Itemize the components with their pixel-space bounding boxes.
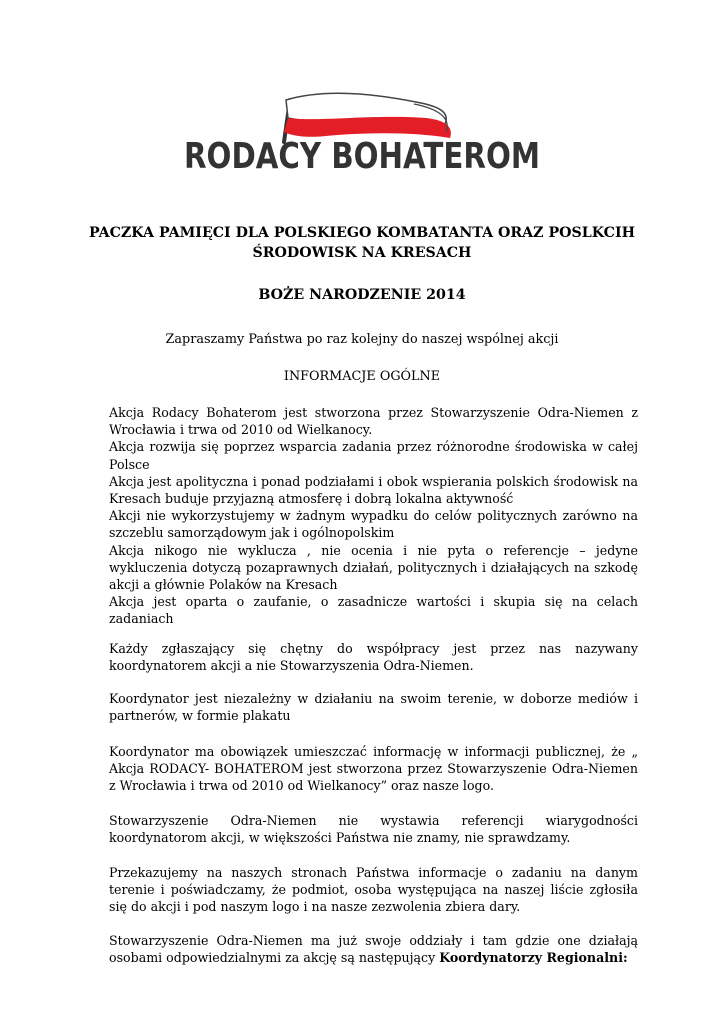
section-heading-general-info: INFORMACJE OGÓLNE xyxy=(283,369,441,384)
paragraph-coordinator-obligation: Koordynator ma obowiązek umieszczać informację w informacji publicznej, że „ Akcja RODACY- BOHATEROM jest stworzona przez Stowarzyszenie Odra-Niemen z Wrocławia i trwa od 2010 od Wielkanocy” oraz nasze logo. xyxy=(109,744,638,794)
general-info-list xyxy=(109,404,638,628)
paragraph-coordinator-definition: Każdy zgłaszający się chętny do współpracy jest przez nas nazywany koordynatorem akcji a nie Stowarzyszenia Odra-Niemen. xyxy=(109,641,638,674)
document-subtitle: BOŻE NARODZENIE 2014 xyxy=(258,287,466,303)
logo-graphic xyxy=(176,86,548,178)
general-info-item: Akcja jest oparta o zaufanie, o zasadnicze wartości i skupia się na celach zadaniach xyxy=(109,594,638,627)
paragraph-regional-coordinators xyxy=(109,932,638,966)
rodacy-bohaterom-logo xyxy=(176,86,548,178)
invitation-line: Zapraszamy Państwa po raz kolejny do naszej wspólnej akcji xyxy=(165,332,559,347)
general-info-item: Akcja Rodacy Bohaterom jest stworzona przez Stowarzyszenie Odra-Niemen z Wrocławia i trwa od 2010 od Wielkanocy. xyxy=(109,405,638,438)
paragraph-publication: Przekazujemy na naszych stronach Państwa informacje o zadaniu na danym terenie i poświadczamy, że podmiot, osoba występująca na naszej liście zgłosiła się do akcji i pod naszym logo i na nasze zezwolenia zbiera dary. xyxy=(109,865,638,915)
document-title-line-1: PACZKA PAMIĘCI DLA POLSKIEGO KOMBATANTA ORAZ POSLKCIH xyxy=(88,225,636,241)
regional-coordinators-label: Koordynatorzy Regionalni: xyxy=(439,950,628,966)
general-info-item: Akcja jest apolityczna i ponad podziałami i obok wspierania polskich środowisk na Kresach buduje przyjazną atmosferę i dobrą lokalna aktywność xyxy=(109,473,638,507)
paragraph-coordinator-independence: Koordynator jest niezależny w działaniu na swoim terenie, w doborze mediów i partnerów, w formie plakatu xyxy=(109,691,638,724)
general-info-item: Akcja rozwija się poprzez wsparcia zadania przez różnorodne środowiska w całej Polsce xyxy=(109,439,638,472)
paragraph-text: Stowarzyszenie Odra-Niemen ma już swoje oddziały i tam gdzie one działają osobami odpowiedzialnymi za akcję są następujący xyxy=(109,933,638,966)
general-info-item: Akcja nikogo nie wyklucza , nie ocenia i nie pyta o referencje – jedyne wykluczenia dotyczą pozaprawnych działań, politycznych i działających na szkodę akcji a głównie Polaków na Kresach xyxy=(109,542,638,593)
general-info-item: Akcji nie wykorzystujemy w żadnym wypadku do celów politycznych zarówno na szczeblu samorządowym jak i ogólnopolskim xyxy=(109,508,638,541)
document-title-line-2: ŚRODOWISK NA KRESACH xyxy=(252,245,472,261)
paragraph-no-references: Stowarzyszenie Odra-Niemen nie wystawia referencji wiarygodności koordynatorom akcji, w większości Państwa nie znamy, nie sprawdzamy. xyxy=(109,813,638,846)
logo-wordmark: RODACY BOHATEROM xyxy=(184,136,540,177)
